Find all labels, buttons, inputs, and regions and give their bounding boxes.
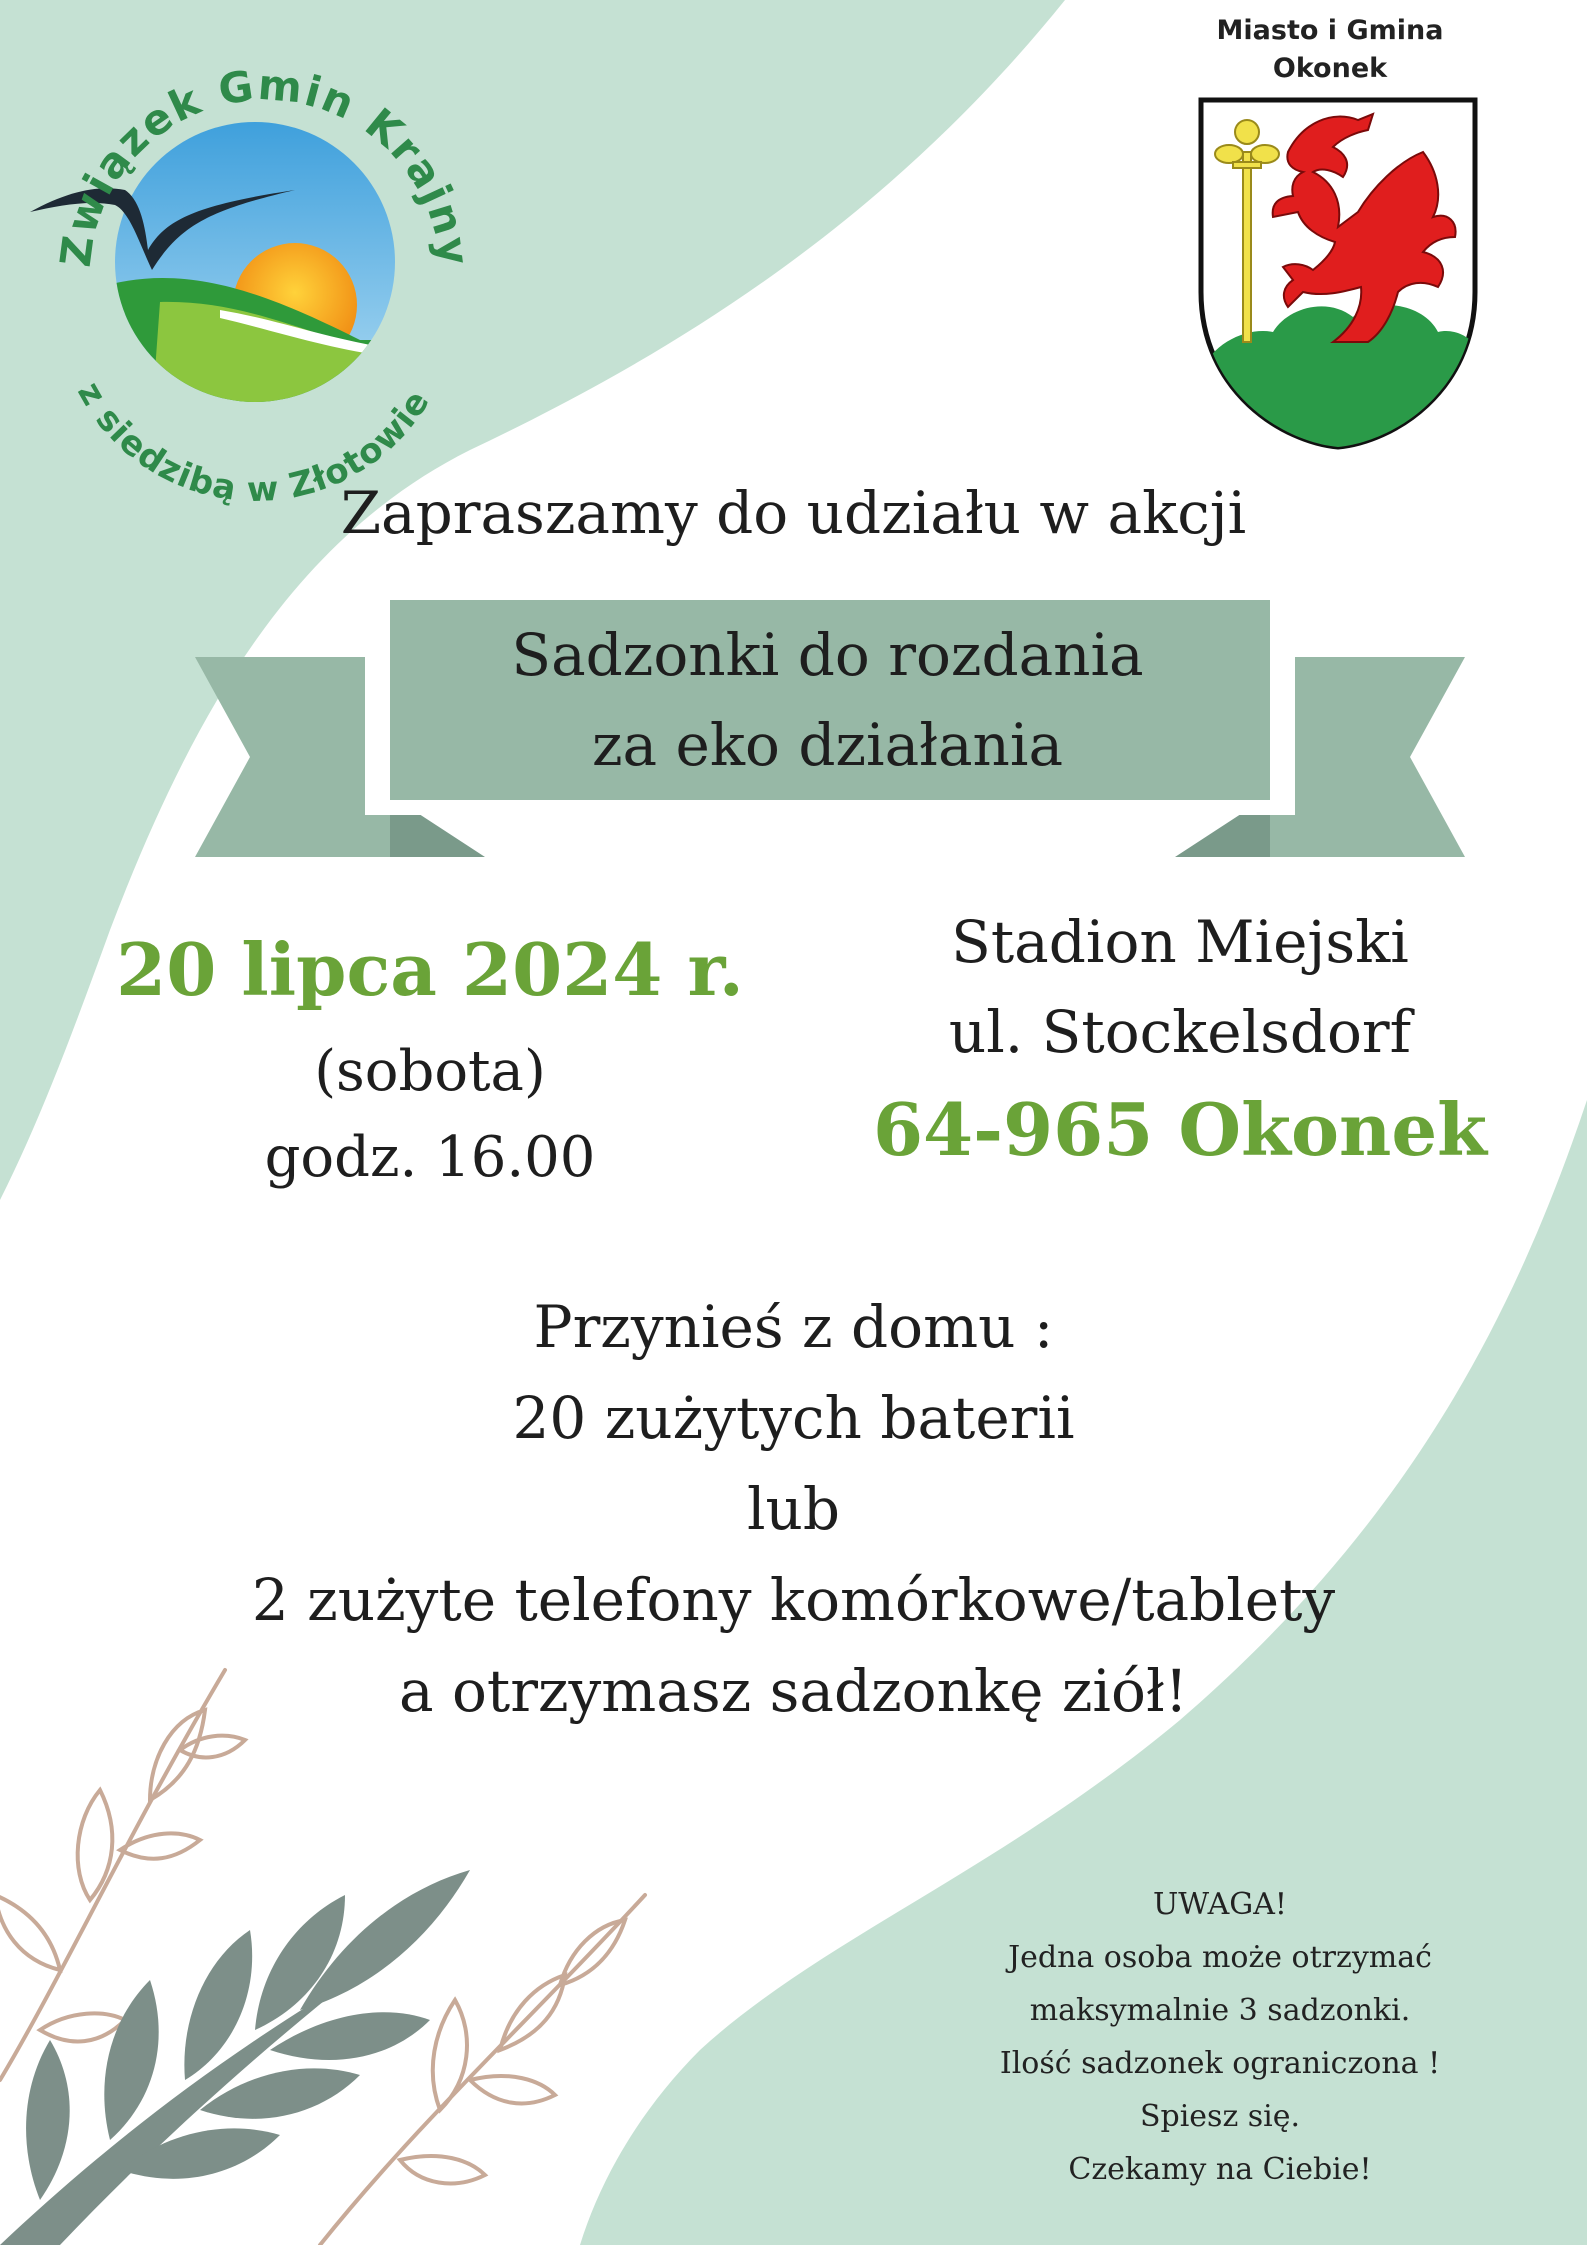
banner-title-line1: Sadzonki do rozdania (511, 621, 1144, 689)
event-day: (sobota) (314, 1039, 546, 1104)
logo-top-text: Związek Gmin Krajny (50, 59, 480, 270)
okonek-coat-of-arms-icon (1193, 92, 1483, 452)
notice-line: Czekamy na Ciebie! (1068, 2152, 1372, 2187)
notice-line: Jedna osoba może otrzymać (1008, 1940, 1432, 1975)
venue-name: Stadion Miejski (951, 908, 1409, 976)
notice-line: Spiesz się. (1139, 2099, 1301, 2134)
notice-block (900, 1878, 1540, 2196)
logo-bottom-text: z siedzibą w Złotowie (69, 375, 438, 510)
banner-title (385, 610, 1270, 790)
municipality-title (1180, 12, 1480, 88)
instruction-line: Przynieś z domu : (533, 1293, 1054, 1361)
instruction-line: lub (746, 1475, 841, 1543)
instruction-line: 20 zużytych baterii (512, 1384, 1075, 1452)
invite-heading: Zapraszamy do udziału w akcji (340, 479, 1247, 547)
instruction-line: 2 zużyte telefony komórkowe/tablety (251, 1566, 1336, 1634)
zwiazek-gmin-krajny-logo (30, 40, 500, 510)
event-date: 20 lipca 2024 r. (116, 927, 744, 1012)
banner-title-line2: za eko działania (591, 711, 1064, 779)
instruction-line: a otrzymasz sadzonkę ziół! (399, 1657, 1188, 1725)
notice-line: maksymalnie 3 sadzonki. (1029, 1993, 1411, 2028)
notice-line: Ilość sadzonek ograniczona ! (999, 2046, 1441, 2081)
leaf-branches-decoration-icon (0, 1640, 700, 2245)
venue-city: 64-965 Okonek (872, 1087, 1488, 1172)
municipality-title-line2: Okonek (1272, 53, 1388, 84)
notice-heading: UWAGA! (1153, 1887, 1287, 1922)
municipality-title-line1: Miasto i Gmina (1216, 15, 1444, 46)
venue-street: ul. Stockelsdorf (948, 998, 1412, 1066)
event-time: godz. 16.00 (264, 1125, 596, 1190)
